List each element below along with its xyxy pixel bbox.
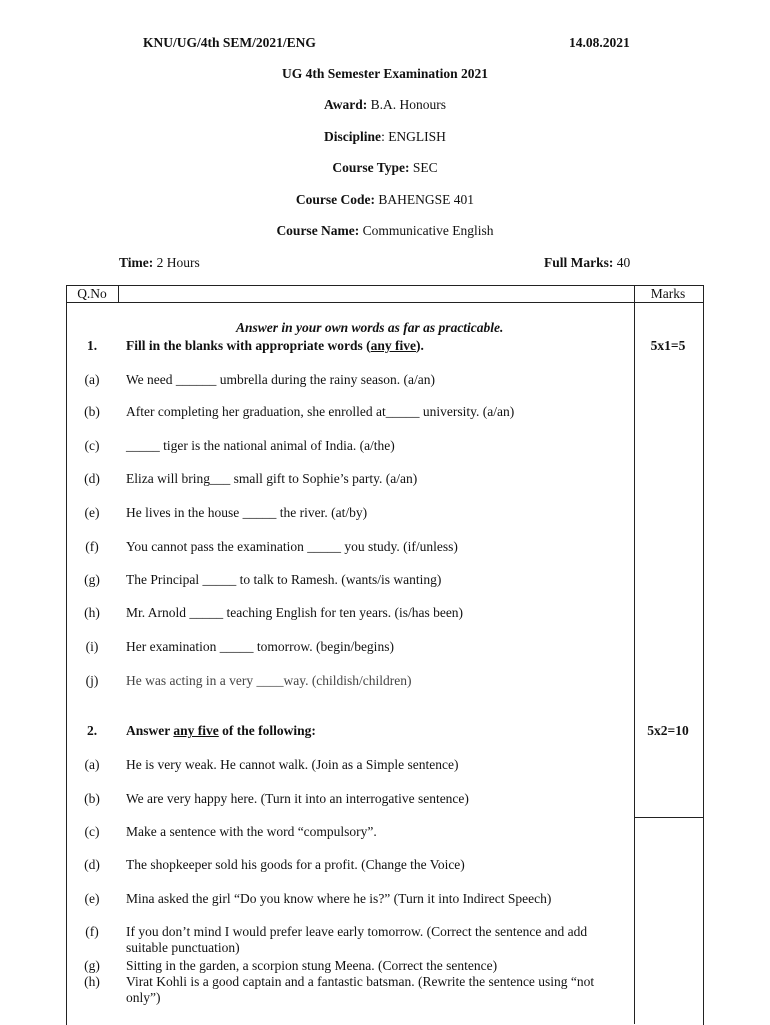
discipline-line — [0, 129, 770, 145]
item-label: (j) — [85, 673, 99, 688]
question-1-number: 1. — [86, 338, 98, 353]
item-text: You cannot pass the examination _____ you study. (if/unless) — [126, 539, 458, 554]
item-label: (g) — [84, 958, 100, 973]
award-label: Award: — [323, 97, 368, 112]
qno-column-divider — [118, 285, 119, 303]
question-2-prompt — [126, 723, 316, 739]
item-label: (b) — [84, 791, 100, 806]
exam-code: KNU/UG/4th SEM/2021/ENG — [143, 35, 316, 50]
course-type-label: Course Type: — [332, 160, 410, 175]
item-label: (f) — [85, 924, 99, 939]
item-text: He is very weak. He cannot walk. (Join as a Simple sentence) — [126, 757, 459, 772]
instruction-text: Answer in your own words as far as practicable. — [236, 320, 504, 335]
item-label: (a) — [84, 372, 100, 387]
discipline-value: : ENGLISH — [381, 129, 446, 144]
exam-date: 14.08.2021 — [569, 35, 630, 50]
award-line — [0, 97, 770, 113]
question-1-marks: 5x1=5 — [650, 338, 686, 353]
question-2-prompt-end: of the following: — [218, 723, 316, 738]
question-2-marks: 5x2=10 — [647, 723, 689, 738]
column-header-qno: Q.No — [77, 286, 107, 301]
item-label: (g) — [84, 572, 100, 587]
marks-column-divider — [634, 285, 635, 1024]
item-text: Mina asked the girl “Do you know where he is?” (Turn it into Indirect Speech) — [126, 891, 552, 906]
question-1-prompt-start: Fill in the blanks with appropriate words ( — [126, 338, 371, 353]
question-1-prompt-end: ). — [416, 338, 424, 353]
award-value: B.A. Honours — [370, 97, 446, 112]
item-label: (f) — [85, 539, 99, 554]
item-label: (a) — [84, 757, 100, 772]
course-code-value: BAHENGSE 401 — [378, 192, 475, 207]
item-label: (e) — [84, 891, 100, 906]
course-code-label: Course Code: — [295, 192, 376, 207]
item-label: (c) — [84, 438, 100, 453]
item-text: _____ tiger is the national animal of India. (a/the) — [126, 438, 395, 453]
item-text: He lives in the house _____ the river. (at/by) — [126, 505, 368, 520]
item-text: Her examination _____ tomorrow. (begin/begins) — [126, 639, 394, 654]
full-marks-value: 40 — [616, 255, 631, 270]
time-value: 2 Hours — [156, 255, 200, 270]
table-header-divider — [66, 302, 703, 303]
item-text: The Principal _____ to talk to Ramesh. (wants/is wanting) — [126, 572, 442, 587]
question-2-prompt-emphasis: any five — [173, 723, 219, 738]
item-label: (b) — [84, 404, 100, 419]
course-type-value: SEC — [412, 160, 438, 175]
question-1-prompt — [126, 338, 424, 354]
question-table — [66, 285, 704, 1025]
item-text: He was acting in a very ____way. (childish/children) — [126, 673, 412, 688]
item-label: (d) — [84, 471, 100, 486]
item-label: (h) — [84, 974, 100, 989]
item-text: Make a sentence with the word “compulsory”. — [126, 824, 377, 839]
item-text: Eliza will bring___ small gift to Sophie’s party. (a/an) — [126, 471, 418, 486]
item-text: Sitting in the garden, a scorpion stung Meena. (Correct the sentence) — [126, 958, 498, 973]
item-label: (i) — [85, 639, 99, 654]
column-header-marks: Marks — [650, 286, 686, 301]
question-2-prompt-start: Answer — [126, 723, 174, 738]
item-text: The shopkeeper sold his goods for a profit. (Change the Voice) — [126, 857, 465, 872]
time-line — [119, 255, 200, 271]
course-name-label: Course Name: — [276, 223, 360, 238]
course-name-line — [0, 223, 770, 239]
item-text: Virat Kohli is a good captain and a fantastic batsman. (Rewrite the sentence using “not only”) — [126, 974, 595, 1005]
course-type-line — [0, 160, 770, 176]
discipline-label: Discipline — [324, 129, 382, 144]
item-label: (e) — [84, 505, 100, 520]
item-text: We are very happy here. (Turn it into an interrogative sentence) — [126, 791, 469, 806]
question-2-number: 2. — [86, 723, 98, 738]
exam-title: UG 4th Semester Examination 2021 — [282, 66, 488, 81]
course-code-line — [0, 192, 770, 208]
question-1-prompt-emphasis: any five — [370, 338, 417, 353]
item-label: (h) — [84, 605, 100, 620]
full-marks-line — [544, 255, 630, 271]
item-text: After completing her graduation, she enrolled at_____ university. (a/an) — [126, 404, 515, 419]
full-marks-label: Full Marks: — [544, 255, 614, 270]
item-label: (d) — [84, 857, 100, 872]
item-label: (c) — [84, 824, 100, 839]
time-label: Time: — [119, 255, 154, 270]
course-name-value: Communicative English — [362, 223, 494, 238]
item-text: If you don’t mind I would prefer leave early tomorrow. (Correct the sentence and add suitable punctuation) — [126, 924, 588, 955]
marks-cell-divider — [634, 817, 703, 818]
item-text: We need ______ umbrella during the rainy season. (a/an) — [126, 372, 435, 387]
item-text: Mr. Arnold _____ teaching English for ten years. (is/has been) — [126, 605, 464, 620]
